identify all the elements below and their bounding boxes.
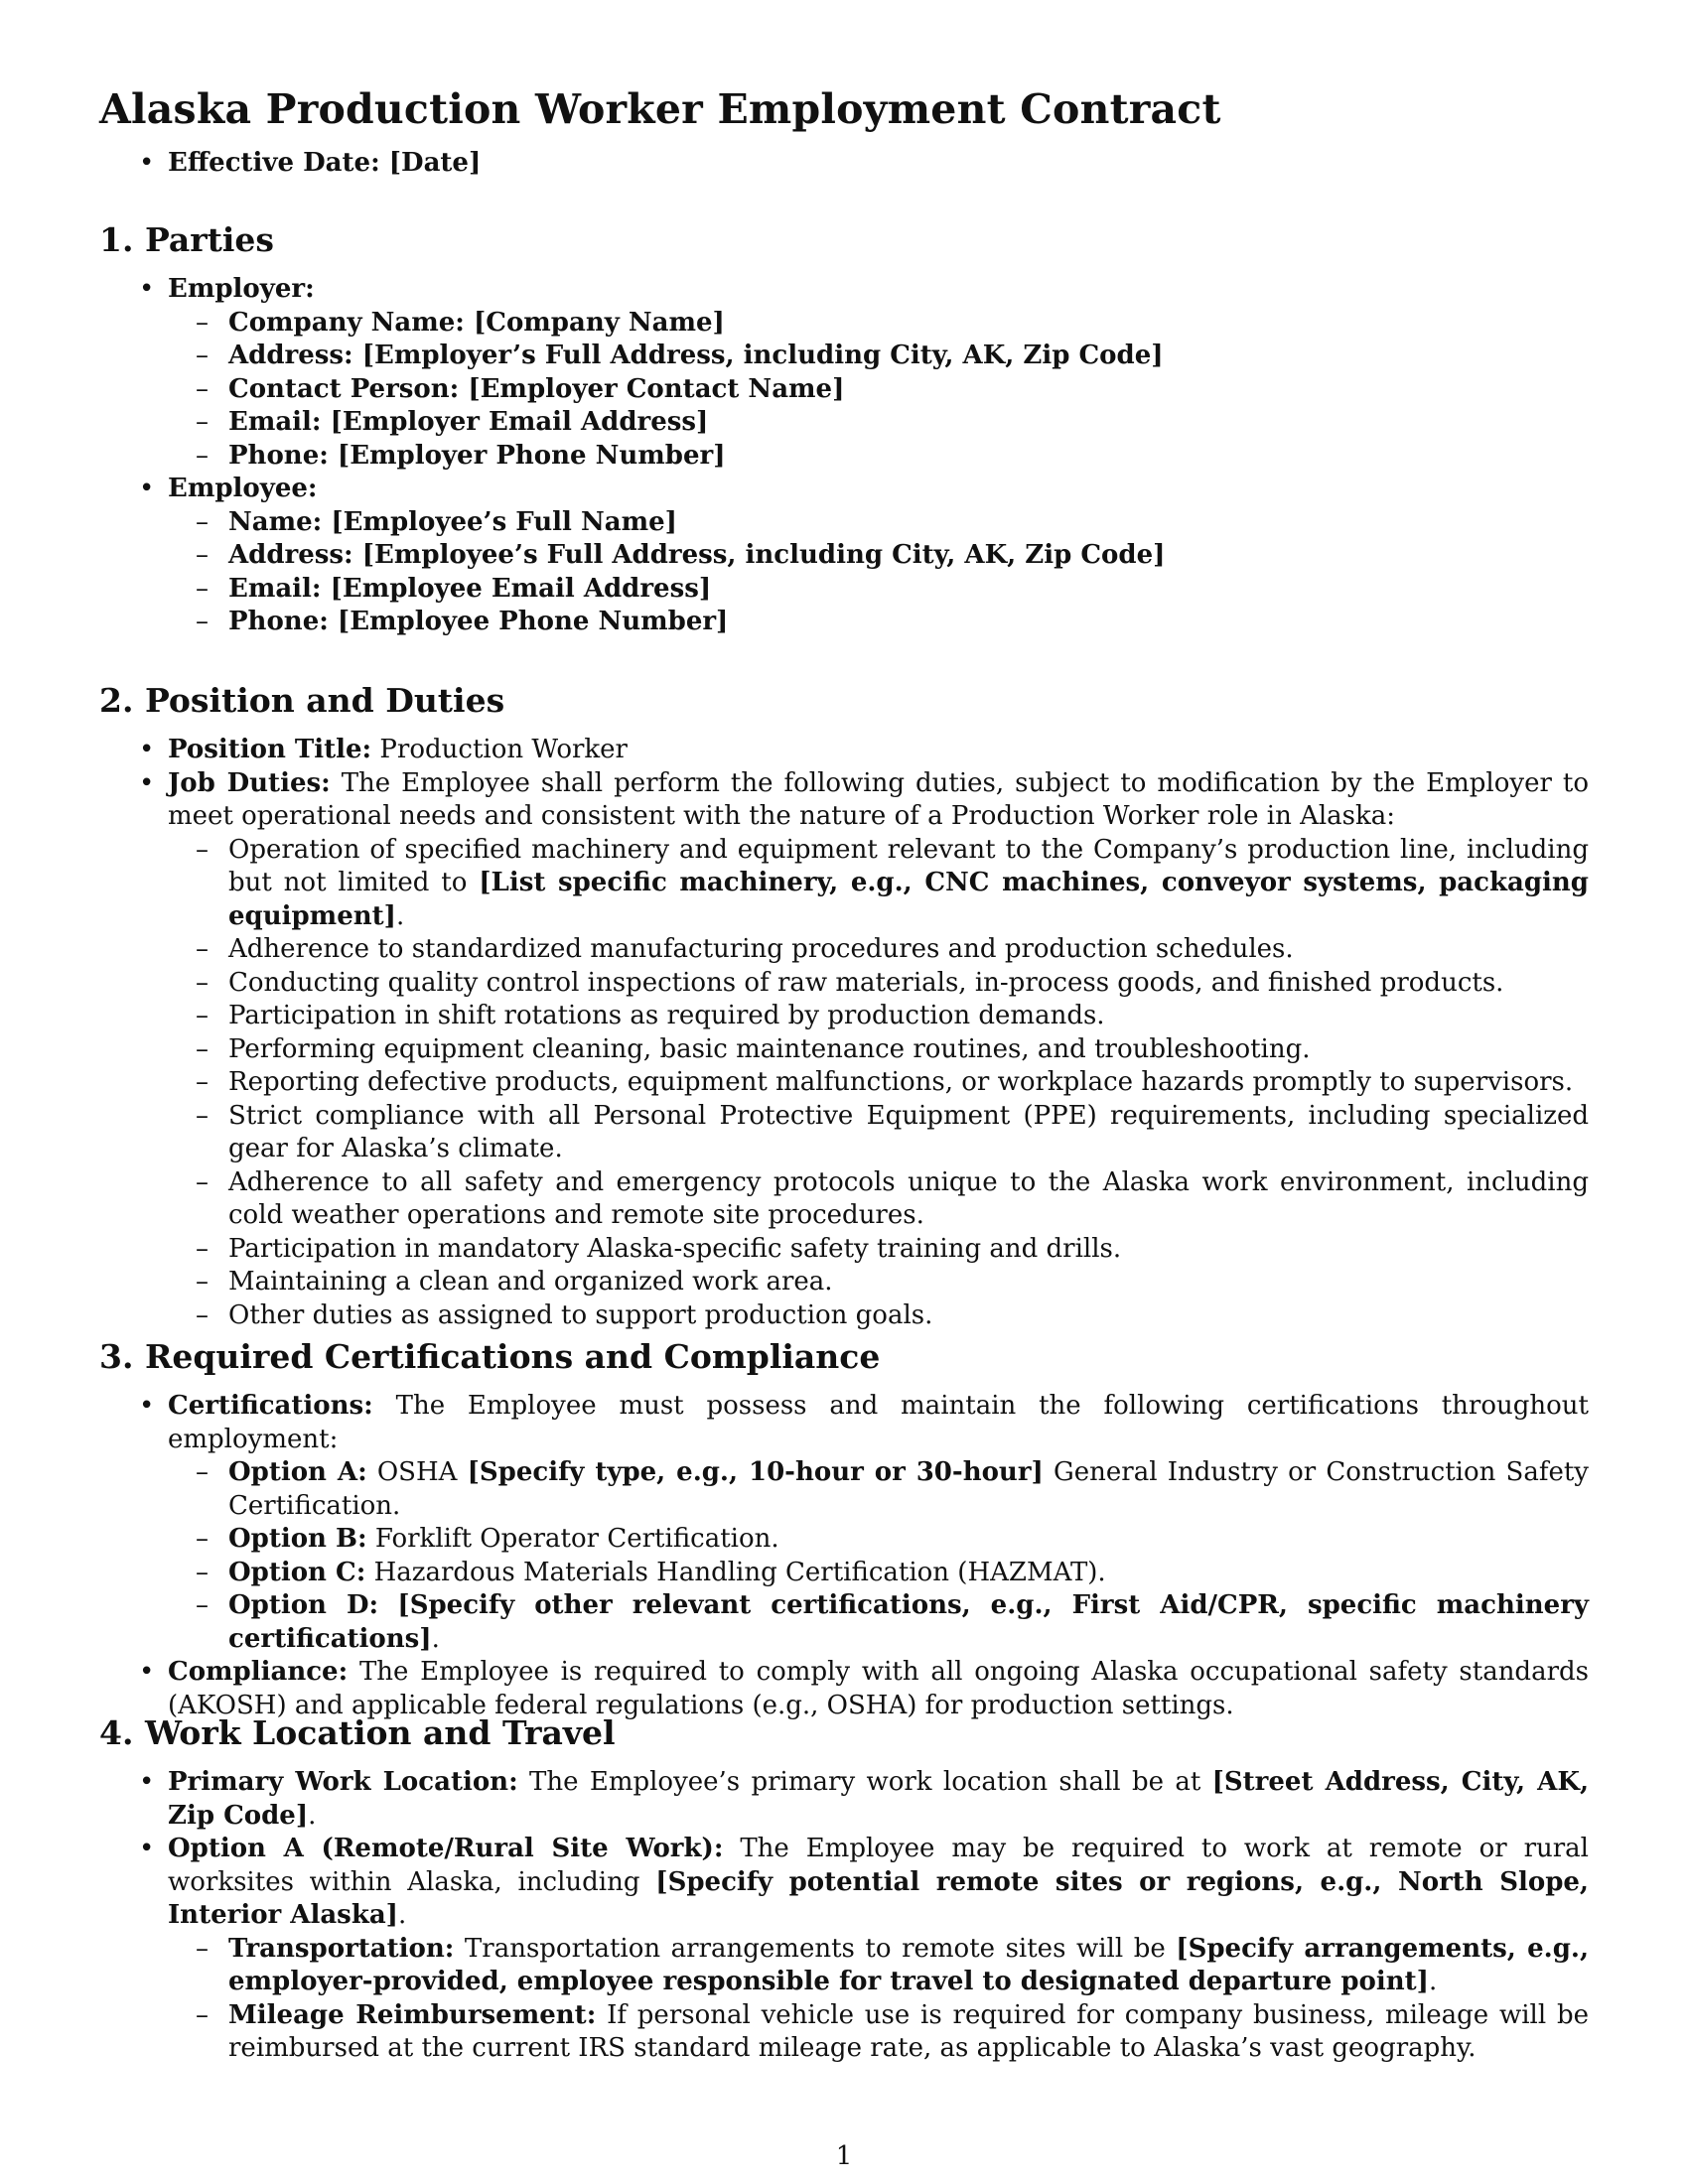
sub-item — [168, 440, 1589, 474]
sub-item — [168, 1166, 1589, 1233]
effective-date-item — [99, 147, 1589, 181]
sub-item — [168, 1266, 1589, 1299]
sub-list — [168, 1456, 1589, 1656]
sub-item — [168, 1456, 1589, 1523]
sub-item — [168, 967, 1589, 1001]
sub-item-label: Email: [Employee Email Address] — [228, 573, 712, 604]
sub-item — [168, 1933, 1589, 1999]
sub-item-label: Option D: — [228, 1590, 379, 1620]
item-text: The Employee shall perform the following duties, subject to modification by the Employer to meet operational needs and consistent with the nature of a Production Worker role in Alaska: — [168, 767, 1589, 831]
sub-item — [168, 933, 1589, 967]
sub-item — [168, 539, 1589, 573]
sub-item — [168, 1523, 1589, 1557]
item-text: The Employee must possess and maintain the following certifications throughout employment: — [168, 1391, 1589, 1454]
sub-item-text: Maintaining a clean and organized work area. — [228, 1267, 833, 1297]
sub-item — [168, 1100, 1589, 1166]
item-label: Option A (Remote/Rural Site Work): — [168, 1834, 724, 1863]
sub-item-text: Forklift Operator Certification. — [374, 1524, 779, 1554]
item-label: Primary Work Location: — [168, 1767, 518, 1797]
sub-item — [168, 406, 1589, 440]
bullet-list — [99, 734, 1589, 1332]
sub-item — [168, 606, 1589, 639]
sub-item-after: . — [1429, 1967, 1438, 1996]
list-item — [99, 1656, 1589, 1722]
sub-item-label: Option C: — [228, 1557, 366, 1587]
section-position-duties — [99, 681, 1589, 1332]
list-item — [99, 473, 1589, 639]
sub-item-label: Contact Person: [Employer Contact Name] — [228, 373, 845, 404]
item-label: Compliance: — [168, 1657, 349, 1687]
placeholder-text: [List specific machinery, e.g., CNC machines, conveyor systems, packaging equipment] — [228, 868, 1589, 931]
item-text: The Employee may be required to work at remote or rural worksites within Alaska, including — [168, 1834, 1589, 1897]
sub-item — [168, 340, 1589, 373]
section-work-location — [99, 1713, 1589, 2066]
list-item — [99, 734, 1589, 767]
sub-list — [168, 506, 1589, 639]
sub-item — [168, 1299, 1589, 1333]
sub-item-text: Hazardous Materials Handling Certification (HAZMAT). — [373, 1557, 1106, 1587]
section-parties — [99, 220, 1589, 639]
effective-date-label: Effective Date: [Date] — [168, 148, 482, 178]
sub-item — [168, 1999, 1589, 2066]
page-title: Alaska Production Worker Employment Contract — [99, 85, 1221, 133]
sub-item — [168, 307, 1589, 341]
list-item — [99, 1390, 1589, 1656]
list-item — [99, 1833, 1589, 2066]
item-label: Employee: — [168, 474, 318, 503]
sub-item-text: Strict compliance with all Personal Protective Equipment (PPE) requirements, including specialized gear for Alaska’s climate. — [228, 1100, 1589, 1163]
sub-item — [168, 1066, 1589, 1100]
effective-date-list — [99, 147, 1589, 181]
sub-item-label: Transportation: — [228, 1933, 455, 1964]
sub-item-text: OSHA — [376, 1457, 468, 1487]
item-text: The Employee’s primary work location shall be at — [529, 1767, 1212, 1797]
sub-item-label: Option B: — [228, 1524, 367, 1554]
sub-item — [168, 834, 1589, 934]
sub-item-label: Name: [Employee’s Full Name] — [228, 506, 677, 537]
item-after: . — [397, 1900, 407, 1930]
sub-item-label: Email: [Employer Email Address] — [228, 407, 709, 437]
sub-item-after: . — [431, 1623, 440, 1654]
sub-item-label: Mileage Reimbursement: — [228, 1999, 597, 2030]
section-heading: 2. Position and Duties — [99, 681, 505, 720]
sub-item — [168, 573, 1589, 607]
sub-item-label: Phone: [Employee Phone Number] — [228, 607, 729, 636]
item-after: . — [308, 1800, 317, 1831]
bullet-list — [99, 273, 1589, 639]
section-heading: 1. Parties — [99, 220, 274, 259]
sub-item-text: Conducting quality control inspections of raw materials, in-process goods, and finished products. — [228, 967, 1504, 998]
sub-item — [168, 1000, 1589, 1033]
placeholder-text: [Specify type, e.g., 10-hour or 30-hour] — [467, 1457, 1044, 1487]
sub-item-after: . — [395, 900, 405, 931]
sub-item-text: Operation of specified machinery and equipment relevant to the Company’s production line, including but not limited to — [228, 834, 1589, 897]
section-heading: 3. Required Certifications and Compliance — [99, 1337, 881, 1376]
item-text: Production Worker — [379, 735, 628, 764]
placeholder-text: [Specify other relevant certifications, e.g., First Aid/CPR, specific machinery certifications] — [228, 1590, 1590, 1654]
sub-item — [168, 1589, 1589, 1656]
item-label: Position Title: — [168, 735, 372, 764]
item-label: Job Duties: — [168, 767, 331, 798]
sub-item — [168, 373, 1589, 407]
section-certifications — [99, 1337, 1589, 1722]
sub-item-label: Address: [Employer’s Full Address, including City, AK, Zip Code] — [228, 341, 1164, 370]
sub-item-after: General Industry or Construction Safety Certification. — [228, 1457, 1589, 1521]
section-heading: 4. Work Location and Travel — [99, 1713, 616, 1752]
sub-item-text: Participation in shift rotations as required by production demands. — [228, 1001, 1105, 1030]
sub-item-text: Adherence to all safety and emergency protocols unique to the Alaska work environment, including cold weather operations and remote site procedures. — [228, 1166, 1589, 1230]
item-text: The Employee is required to comply with all ongoing Alaska occupational safety standards (AKOSH) and applicable federal regulations (e.g., OSHA) for production settings. — [168, 1657, 1589, 1720]
sub-list — [168, 1933, 1589, 2066]
sub-item-text: Transportation arrangements to remote sites will be — [464, 1933, 1177, 1964]
list-item — [99, 1766, 1589, 1833]
sub-item-text: Performing equipment cleaning, basic maintenance routines, and troubleshooting. — [228, 1033, 1311, 1064]
sub-item — [168, 1557, 1589, 1590]
sub-item-text: Reporting defective products, equipment malfunctions, or workplace hazards promptly to supervisors. — [228, 1067, 1574, 1097]
sub-item-label: Company Name: [Company Name] — [228, 307, 725, 338]
page-number: 1 — [835, 2141, 853, 2171]
sub-item — [168, 506, 1589, 540]
sub-item-label: Option A: — [228, 1457, 367, 1487]
item-label: Certifications: — [168, 1391, 373, 1421]
bullet-list — [99, 1390, 1589, 1722]
sub-item — [168, 1033, 1589, 1067]
list-item — [99, 767, 1589, 1333]
item-label: Employer: — [168, 274, 315, 304]
sub-item-text: Other duties as assigned to support production goals. — [228, 1299, 933, 1330]
sub-item-label: Address: [Employee’s Full Address, including City, AK, Zip Code] — [228, 540, 1166, 570]
sub-item — [168, 1233, 1589, 1267]
list-item — [99, 273, 1589, 473]
placeholder-text: [Specify potential remote sites or regions, e.g., North Slope, Interior Alaska] — [168, 1866, 1589, 1930]
sub-item-text: Adherence to standardized manufacturing procedures and production schedules. — [228, 934, 1294, 964]
sub-item-text: If personal vehicle use is required for company business, mileage will be reimbursed at the current IRS standard mileage rate, as applicable to Alaska’s vast geography. — [228, 1999, 1589, 2063]
sub-item-label: Phone: [Employer Phone Number] — [228, 440, 726, 471]
sub-list — [168, 834, 1589, 1333]
sub-item-text: Participation in mandatory Alaska-specific safety training and drills. — [228, 1233, 1122, 1264]
placeholder-text: [Street Address, City, AK, Zip Code] — [168, 1767, 1589, 1831]
bullet-list — [99, 1766, 1589, 2066]
sub-list — [168, 307, 1589, 474]
placeholder-text: [Specify arrangements, e.g., employer-provided, employee responsible for travel to designated departure point] — [228, 1933, 1590, 1996]
